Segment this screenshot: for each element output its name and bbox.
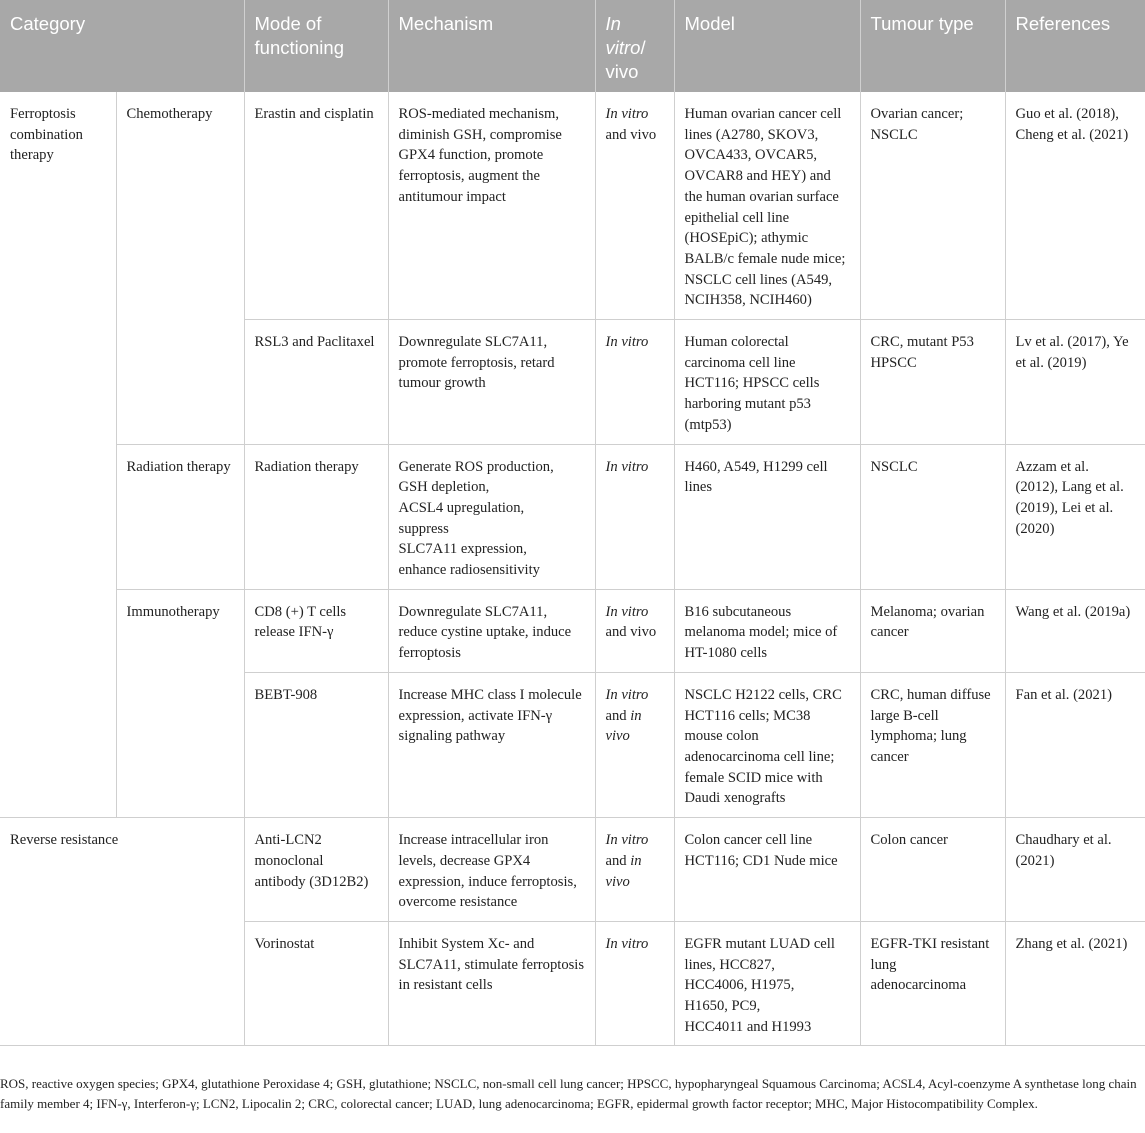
- mechanism-line: enhance radiosensitivity: [398, 562, 540, 579]
- references-cell: Fan et al. (2021): [1005, 672, 1145, 817]
- header-mode: Mode of functioning: [244, 0, 388, 92]
- mechanism-line: GSH depletion,: [398, 479, 490, 496]
- model-cell: Colon cancer cell line HCT116; CD1 Nude mice: [674, 818, 860, 922]
- header-invitro-italic: In vitro: [605, 13, 641, 58]
- mechanism-line: ACSL4 upregulation,: [398, 499, 525, 516]
- header-references: References: [1005, 0, 1145, 92]
- invitro-rest: and vivo: [605, 624, 657, 641]
- table-row: [0, 92, 1145, 320]
- header-row: [0, 0, 1145, 92]
- invivo-italic: in vivo: [605, 707, 642, 745]
- header-mechanism: Mechanism: [388, 0, 595, 92]
- tumour-cell: EGFR-TKI resistant lung adenocarcinoma: [860, 921, 1005, 1046]
- tumour-cell: CRC, human diffuse large B-cell lymphoma; lung cancer: [860, 672, 1005, 817]
- mechanism-line: Generate ROS production,: [398, 458, 554, 475]
- mechanism-cell: ROS-mediated mechanism, diminish GSH, compromise GPX4 function, promote ferroptosis, augment the antitumour impact: [388, 92, 595, 320]
- subcategory-chemotherapy: Chemotherapy: [116, 92, 244, 444]
- invitro-cell: [595, 320, 674, 445]
- mode-cell: Erastin and cisplatin: [244, 92, 388, 320]
- mode-cell: BEBT-908: [244, 672, 388, 817]
- mechanism-cell: Inhibit System Xc- and SLC7A11, stimulate ferroptosis in resistant cells: [388, 921, 595, 1046]
- tumour-cell: NSCLC: [860, 444, 1005, 589]
- model-line: HCC4006, H1975,: [684, 977, 795, 994]
- tumour-cell: Colon cancer: [860, 818, 1005, 922]
- tumour-cell: Melanoma; ovarian cancer: [860, 589, 1005, 672]
- model-cell: Human colorectal carcinoma cell line HCT116; HPSCC cells harboring mutant p53 (mtp53): [674, 320, 860, 445]
- category-ferroptosis: Ferroptosis combination therapy: [0, 92, 116, 818]
- invitro-italic: In vitro: [605, 935, 649, 952]
- invitro-italic: In vitro: [605, 458, 649, 475]
- model-cell: B16 subcutaneous melanoma model; mice of HT-1080 cells: [674, 589, 860, 672]
- mechanism-cell: Increase MHC class I molecule expression, activate IFN-γ signaling pathway: [388, 672, 595, 817]
- table-row: [0, 589, 1145, 672]
- references-cell: Azzam et al. (2012), Lang et al. (2019), Lei et al. (2020): [1005, 444, 1145, 589]
- invitro-italic: In vitro: [605, 106, 649, 122]
- model-cell: [674, 921, 860, 1046]
- references-cell: Chaudhary et al. (2021): [1005, 818, 1145, 922]
- table-row: [0, 818, 1145, 922]
- invitro-italic: In vitro: [605, 603, 649, 620]
- header-invitro: [595, 0, 674, 92]
- invitro-cell: [595, 444, 674, 589]
- header-tumour: Tumour type: [860, 0, 1005, 92]
- tumour-cell: CRC, mutant P53 HPSCC: [860, 320, 1005, 445]
- references-cell: Lv et al. (2017), Ye et al. (2019): [1005, 320, 1145, 445]
- mechanism-line: suppress: [398, 520, 449, 537]
- mechanism-line: SLC7A11 expression,: [398, 541, 527, 558]
- invitro-cell: [595, 818, 674, 922]
- invitro-cell: [595, 589, 674, 672]
- invitro-italic: In vitro: [605, 686, 649, 703]
- invitro-rest: and: [605, 707, 631, 724]
- invitro-italic: In vitro: [605, 334, 649, 351]
- model-line: HCC4011 and H1993: [684, 1018, 812, 1035]
- mode-cell: RSL3 and Paclitaxel: [244, 320, 388, 445]
- invitro-rest: and: [605, 852, 631, 869]
- mechanism-cell: Increase intracellular iron levels, decrease GPX4 expression, induce ferroptosis, overcome resistance: [388, 818, 595, 922]
- model-cell: H460, A549, H1299 cell lines: [674, 444, 860, 589]
- mechanism-cell: [388, 444, 595, 589]
- header-model: Model: [674, 0, 860, 92]
- invitro-cell: [595, 672, 674, 817]
- references-cell: Wang et al. (2019a): [1005, 589, 1145, 672]
- subcategory-radiation: Radiation therapy: [116, 444, 244, 589]
- mode-cell: CD8 (+) T cells release IFN-γ: [244, 589, 388, 672]
- model-line: H1650, PC9,: [684, 998, 761, 1015]
- table-row: [0, 444, 1145, 589]
- references-cell: Guo et al. (2018), Cheng et al. (2021): [1005, 92, 1145, 320]
- model-line: EGFR mutant LUAD cell lines, HCC827,: [684, 935, 835, 973]
- mechanism-cell: Downregulate SLC7A11, promote ferroptosis, retard tumour growth: [388, 320, 595, 445]
- invitro-cell: [595, 921, 674, 1046]
- references-cell: Zhang et al. (2021): [1005, 921, 1145, 1046]
- invitro-italic: In vitro: [605, 832, 649, 849]
- invitro-rest: and vivo: [605, 126, 657, 143]
- header-category: Category: [0, 0, 244, 92]
- mode-cell: Anti-LCN2 monoclonal antibody (3D12B2): [244, 818, 388, 922]
- header-invitro-rest: / vivo: [605, 37, 646, 82]
- category-reverse-resistance: Reverse resistance: [0, 818, 244, 1046]
- model-cell: Human ovarian cancer cell lines (A2780, SKOV3, OVCA433, OVCAR5, OVCAR8 and HEY) and the human ovarian surface epithelial cell line (HOSEpiC); athymic BALB/c female nude mice; NSCLC cell lines (A549, NCIH358, NCIH460): [674, 92, 860, 320]
- subcategory-immunotherapy: Immunotherapy: [116, 589, 244, 817]
- invivo-italic: in vivo: [605, 852, 642, 890]
- mechanism-cell: Downregulate SLC7A11, reduce cystine uptake, induce ferroptosis: [388, 589, 595, 672]
- table-footnote: ROS, reactive oxygen species; GPX4, glutathione Peroxidase 4; GSH, glutathione; NSCLC, non-small cell lung cancer; HPSCC, hypopharyngeal Squamous Carcinoma; ACSL4, Acyl-coenzyme A synthetase long chain family member 4; IFN-γ, Interferon-γ; LCN2, Lipocalin 2; CRC, colorectal cancer; LUAD, lung adenocarcinoma; EGFR, epidermal growth factor receptor; MHC, Major Histocompatibility Complex.: [0, 1076, 1137, 1111]
- mode-cell: Vorinostat: [244, 921, 388, 1046]
- invitro-cell: [595, 92, 674, 320]
- mode-cell: Radiation therapy: [244, 444, 388, 589]
- model-cell: NSCLC H2122 cells, CRC HCT116 cells; MC38 mouse colon adenocarcinoma cell line; female SCID mice with Daudi xenografts: [674, 672, 860, 817]
- tumour-cell: Ovarian cancer; NSCLC: [860, 92, 1005, 320]
